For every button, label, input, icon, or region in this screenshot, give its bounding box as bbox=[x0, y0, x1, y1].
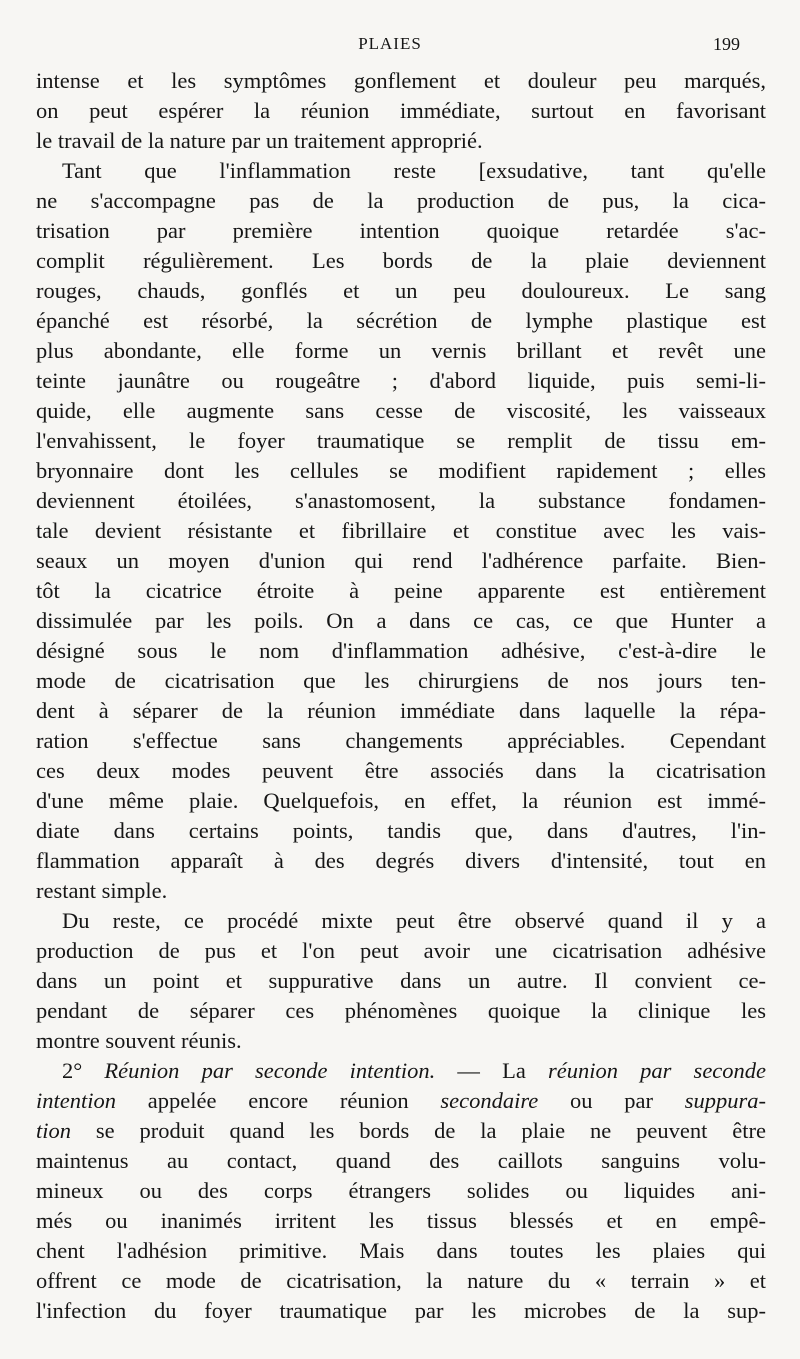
text-line: maintenus au contact, quand des caillots sanguins volu- bbox=[36, 1148, 766, 1173]
text-line: tôt la cicatrice étroite à peine apparente est entièrement bbox=[36, 578, 766, 603]
text-line: seaux un moyen d'union qui rend l'adhérence parfaite. Bien- bbox=[36, 548, 766, 573]
text-line: restant simple. bbox=[36, 878, 168, 903]
text-line: Tant que l'inflammation reste [exsudative, tant qu'elle bbox=[62, 158, 766, 183]
text-line bbox=[36, 1086, 766, 1116]
text-line: tale devient résistante et fibrillaire et constitue avec les vais- bbox=[36, 518, 766, 543]
text-line: ces deux modes peuvent être associés dans la cicatrisation bbox=[36, 758, 766, 783]
text-line: pendant de séparer ces phénomènes quoique la clinique les bbox=[36, 998, 766, 1023]
text-line: deviennent étoilées, s'anastomosent, la substance fondamen- bbox=[36, 488, 766, 513]
section-term: réunion par seconde bbox=[547, 1058, 766, 1083]
section-number: 2° bbox=[62, 1058, 83, 1083]
text-line: épanché est résorbé, la sécrétion de lymphe plastique est bbox=[36, 308, 766, 333]
text-line: production de pus et l'on peut avoir une cicatrisation adhésive bbox=[36, 938, 766, 963]
text-line: dans un point et suppurative dans un autre. Il convient ce- bbox=[36, 968, 766, 993]
text-line bbox=[36, 1116, 766, 1146]
text-line: flammation apparaît à des degrés divers d'intensité, tout en bbox=[36, 848, 766, 873]
text-line: ne s'accompagne pas de la production de pus, la cica- bbox=[36, 188, 766, 213]
section-dash: — La bbox=[457, 1058, 526, 1083]
text-line: offrent ce mode de cicatrisation, la nature du « terrain » et bbox=[36, 1268, 766, 1293]
text-line: mineux ou des corps étrangers solides ou liquides ani- bbox=[36, 1178, 766, 1203]
text-line: diate dans certains points, tandis que, dans d'autres, l'in- bbox=[36, 818, 766, 843]
text-line: on peut espérer la réunion immédiate, surtout en favorisant bbox=[36, 98, 766, 123]
text-line: désigné sous le nom d'inflammation adhésive, c'est-à-dire le bbox=[36, 638, 766, 663]
text-line: le travail de la nature par un traitement approprié. bbox=[36, 128, 483, 153]
running-title: PLAIES bbox=[358, 34, 422, 53]
text-line: bryonnaire dont les cellules se modifient rapidement ; elles bbox=[36, 458, 766, 483]
text-line: plus abondante, elle forme un vernis brillant et revêt une bbox=[36, 338, 766, 363]
text-line: teinte jaunâtre ou rougeâtre ; d'abord liquide, puis semi-li- bbox=[36, 368, 766, 393]
italic-term: suppura- bbox=[684, 1088, 766, 1113]
text-line: quide, elle augmente sans cesse de viscosité, les vaisseaux bbox=[36, 398, 766, 423]
text-line: d'une même plaie. Quelquefois, en effet, la réunion est immé- bbox=[36, 788, 766, 813]
page-header bbox=[40, 34, 740, 58]
text-line: rouges, chauds, gonflés et un peu douloureux. Le sang bbox=[36, 278, 766, 303]
italic-term: intention bbox=[36, 1088, 116, 1113]
italic-term: secondaire bbox=[440, 1088, 539, 1113]
section-heading: Réunion par seconde intention. bbox=[104, 1058, 436, 1083]
text-fragment: appelée encore réunion bbox=[147, 1088, 409, 1113]
body-text bbox=[36, 66, 766, 1326]
text-line: dissimulée par les poils. On a dans ce cas, ce que Hunter a bbox=[36, 608, 766, 633]
text-line: intense et les symptômes gonflement et douleur peu marqués, bbox=[36, 68, 766, 93]
text-line: l'envahissent, le foyer traumatique se remplit de tissu em- bbox=[36, 428, 766, 453]
italic-term: tion bbox=[36, 1118, 72, 1143]
section-heading-line bbox=[36, 1056, 766, 1086]
text-line: mode de cicatrisation que les chirurgiens de nos jours ten- bbox=[36, 668, 766, 693]
page-number: 199 bbox=[713, 34, 740, 54]
text-line: més ou inanimés irritent les tissus blessés et en empê- bbox=[36, 1208, 766, 1233]
text-line: ration s'effectue sans changements appréciables. Cependant bbox=[36, 728, 766, 753]
text-line: Du reste, ce procédé mixte peut être observé quand il y a bbox=[62, 908, 766, 933]
text-fragment: se produit quand les bords de la plaie ne peuvent être bbox=[95, 1118, 766, 1143]
text-line: chent l'adhésion primitive. Mais dans toutes les plaies qui bbox=[36, 1238, 766, 1263]
text-line: dent à séparer de la réunion immédiate dans laquelle la répa- bbox=[36, 698, 766, 723]
text-fragment: ou par bbox=[570, 1088, 653, 1113]
text-line: montre souvent réunis. bbox=[36, 1028, 242, 1053]
text-line: complit régulièrement. Les bords de la plaie deviennent bbox=[36, 248, 766, 273]
text-line: l'infection du foyer traumatique par les microbes de la sup- bbox=[36, 1298, 766, 1323]
text-line: trisation par première intention quoique retardée s'ac- bbox=[36, 218, 766, 243]
